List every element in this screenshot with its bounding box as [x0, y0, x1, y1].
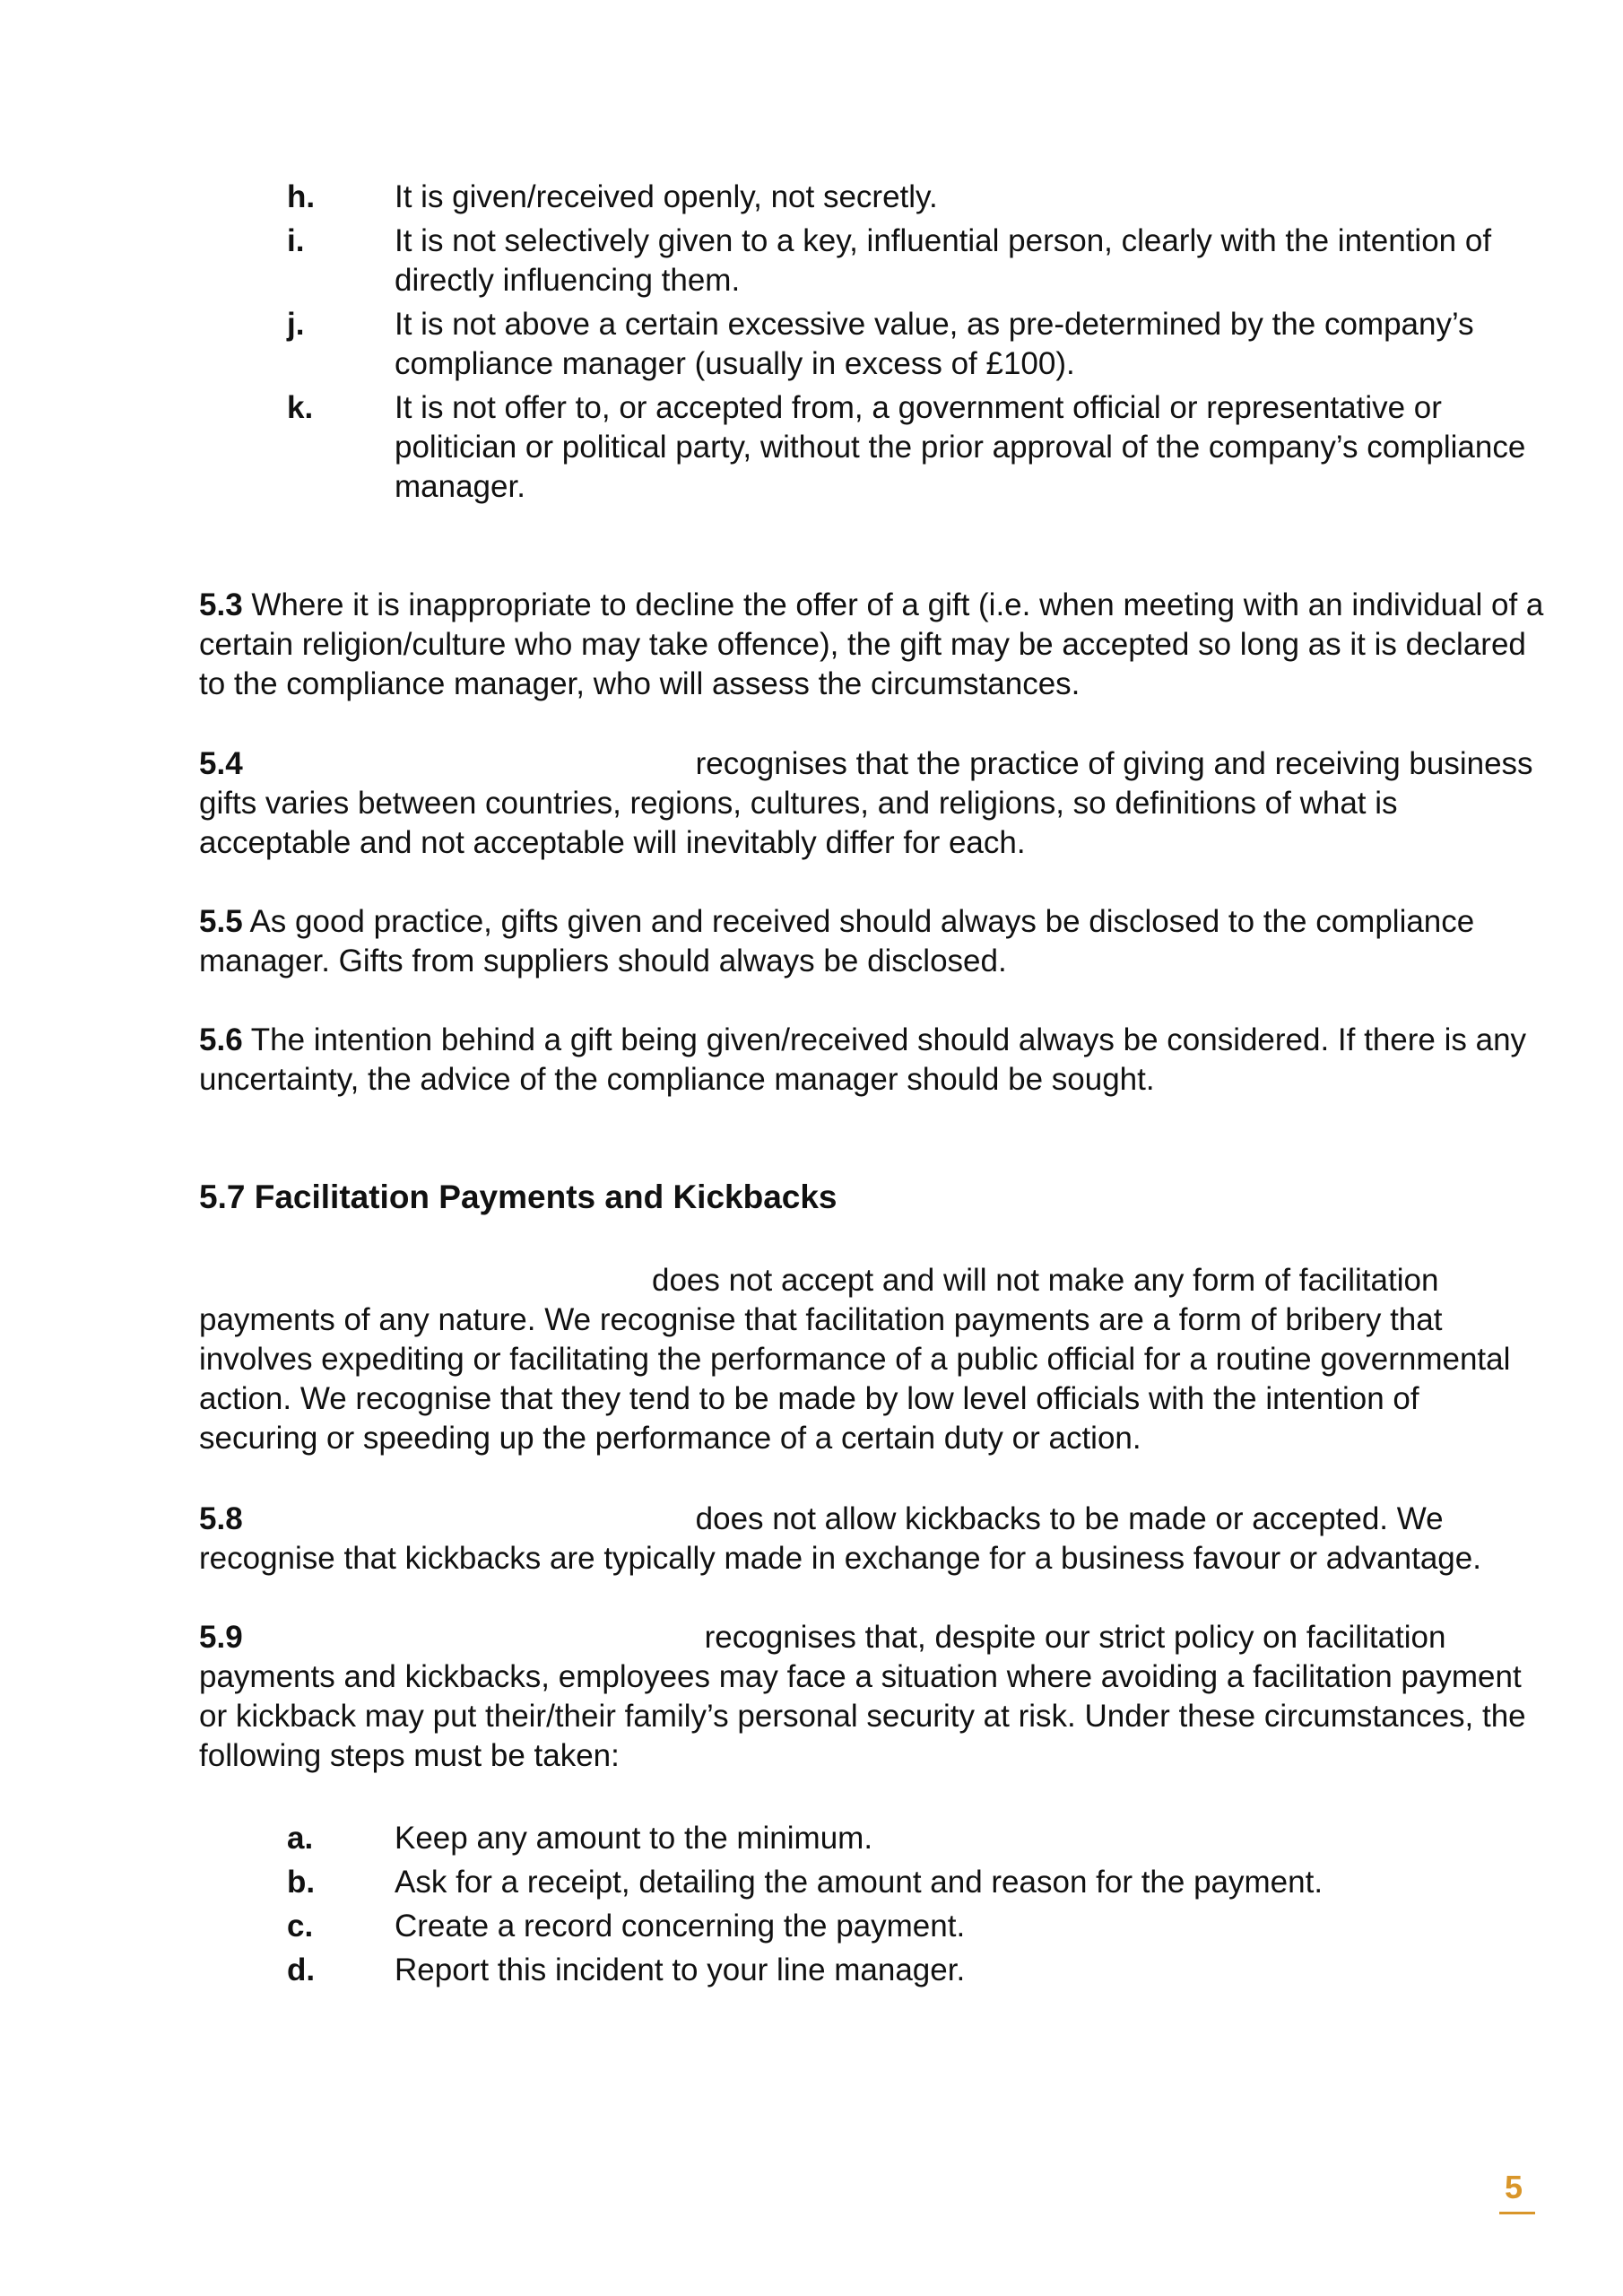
list-marker: i. [287, 223, 305, 258]
list-item-text: It is not above a certain excessive value, as pre-determined by the company’s compliance manager (usually in excess of £100). [395, 307, 1474, 381]
paragraph-text: recognises that, despite our strict policy on facilitation payments and kickbacks, employees may face a situation where avoiding a facilitation payment or kickback may put their/their family’s personal security at risk. Under these circumstances, the following steps must be taken: [199, 1620, 1526, 1773]
list-marker: h. [287, 179, 316, 214]
paragraph-5-6 [199, 1021, 1544, 1100]
list-item [287, 388, 1542, 507]
paragraph-text: As good practice, gifts given and received should always be disclosed to the compliance manager. Gifts from suppliers should always be disclosed. [199, 904, 1475, 978]
paragraph-5-9 [199, 1618, 1544, 1776]
paragraph-5-8 [199, 1500, 1544, 1578]
section-number: 5.9 [199, 1620, 243, 1655]
section-number: 5.6 [199, 1022, 243, 1057]
page-number-underline [1499, 2212, 1535, 2214]
list-marker: a. [287, 1821, 314, 1856]
list-item-text: It is not offer to, or accepted from, a government official or representative or politician or political party, without the prior approval of the company’s compliance manager. [395, 390, 1526, 504]
list-marker: k. [287, 390, 314, 425]
paragraph-text: The intention behind a gift being given/received should always be considered. If there is any uncertainty, the advice of the compliance manager should be sought. [199, 1022, 1527, 1097]
list-item-text: Keep any amount to the minimum. [395, 1821, 873, 1856]
list-item [287, 222, 1542, 300]
heading-title: Facilitation Payments and Kickbacks [245, 1178, 838, 1215]
list-marker: d. [287, 1952, 316, 1987]
list-item [287, 1907, 1542, 1946]
paragraph-5-5 [199, 902, 1544, 981]
list-marker: c. [287, 1909, 314, 1944]
section-number: 5.4 [199, 746, 243, 781]
paragraph-text: does not accept and will not make any form of facilitation payments of any nature. We recognise that facilitation payments are a form of bribery that involves expediting or facilitating the performance of a public official for a routine governmental action. We recognise that they tend to be made by low level officials with the intention of securing or speeding up the performance of a certain duty or action. [199, 1263, 1511, 1456]
paragraph-5-3 [199, 586, 1544, 704]
paragraph-text: recognises that the practice of giving and receiving business gifts varies between countries, regions, cultures, and religions, so definitions of what is acceptable and not acceptable will inevitably differ for each. [199, 746, 1533, 860]
gift-criteria-list [287, 178, 1542, 511]
list-item-text: Report this incident to your line manager. [395, 1952, 966, 1987]
list-item-text: It is given/received openly, not secretly. [395, 179, 938, 214]
list-item [287, 178, 1542, 217]
paragraph-5-7-body [199, 1261, 1544, 1458]
heading-number: 5.7 [199, 1178, 246, 1215]
section-number: 5.8 [199, 1501, 243, 1536]
list-item [287, 305, 1542, 384]
list-marker: j. [287, 307, 305, 342]
list-item [287, 1951, 1542, 1990]
list-item [287, 1819, 1542, 1858]
page-number: 5 [1505, 2169, 1523, 2205]
steps-list [287, 1819, 1542, 1995]
paragraph-text: does not allow kickbacks to be made or accepted. We recognise that kickbacks are typically made in exchange for a business favour or advantage. [199, 1501, 1481, 1576]
list-marker: b. [287, 1865, 316, 1900]
list-item-text: Create a record concerning the payment. [395, 1909, 966, 1944]
section-number: 5.3 [199, 587, 243, 622]
paragraph-5-4 [199, 744, 1544, 863]
list-item-text: It is not selectively given to a key, influential person, clearly with the intention of directly influencing them. [395, 223, 1492, 298]
list-item [287, 1863, 1542, 1902]
paragraph-text: Where it is inappropriate to decline the offer of a gift (i.e. when meeting with an individual of a certain religion/culture who may take offence), the gift may be accepted so long as it is declared to the compliance manager, who will assess the circumstances. [199, 587, 1544, 701]
section-number: 5.5 [199, 904, 243, 939]
list-item-text: Ask for a receipt, detailing the amount and reason for the payment. [395, 1865, 1324, 1900]
section-heading-5-7 [199, 1178, 838, 1217]
